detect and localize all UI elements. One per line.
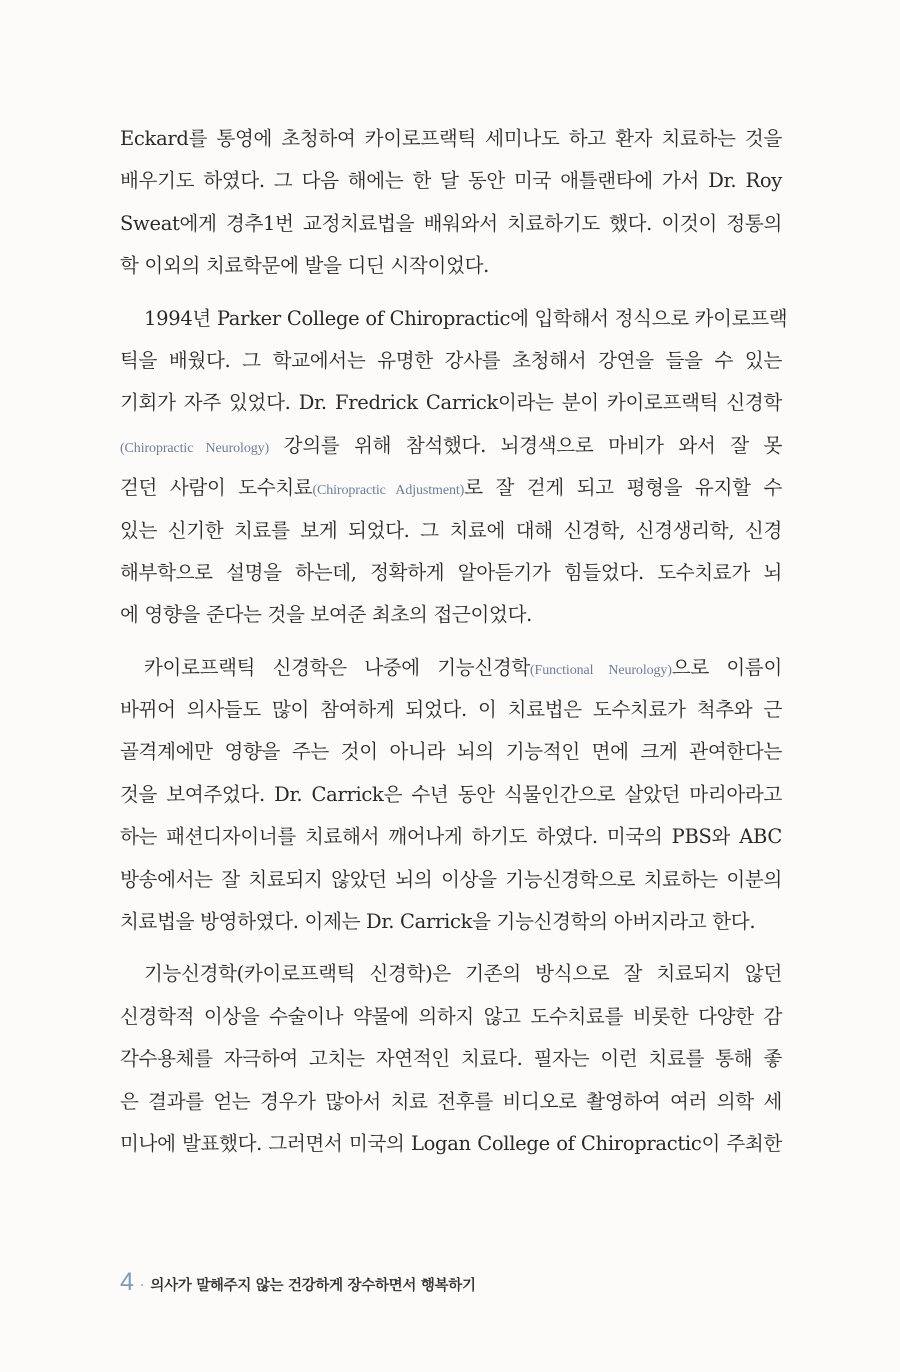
- text-segment: 기회가 자주 있었다. Dr. Fredrick Carrick이라는 분이 카이로프랙틱 신경학: [120, 391, 782, 415]
- text-line: [120, 731, 782, 773]
- paragraph: [120, 647, 782, 944]
- footer-separator: ·: [139, 1278, 145, 1294]
- text-segment: 틱을 배웠다. 그 학교에서는 유명한 강사를 초청해서 강연을 들을 수 있는: [120, 348, 782, 372]
- text-segment: 배우기도 하였다. 그 다음 해에는 한 달 동안 미국 애틀랜타에 가서 Dr. Roy: [120, 169, 782, 193]
- text-line: [120, 1038, 782, 1080]
- english-term: (Chiropractic Neurology): [120, 440, 270, 456]
- text-segment: 기능신경학(카이로프랙틱 신경학)은 기존의 방식으로 잘 치료되지 않던: [144, 962, 782, 986]
- text-line: [120, 816, 782, 858]
- running-footer: [120, 1268, 476, 1297]
- text-segment: 신경학적 이상을 수술이나 약물에 의하지 않고 도수치료를 비롯한 다양한 감: [120, 1004, 782, 1028]
- text-segment: 있는 신기한 치료를 보게 되었다. 그 치료에 대해 신경학, 신경생리학, 신경: [120, 518, 782, 542]
- book-title: 의사가 말해주지 않는 건강하게 장수하면서 행복하기: [150, 1278, 476, 1294]
- text-line: [120, 1123, 782, 1165]
- text-segment: Sweat에게 경추1번 교정치료법을 배워와서 치료하기도 했다. 이것이 정통의: [120, 211, 782, 235]
- text-line: [120, 245, 782, 287]
- text-line: [120, 647, 782, 689]
- text-segment: 바뀌어 의사들도 많이 참여하게 되었다. 이 치료법은 도수치료가 척추와 근: [120, 698, 782, 722]
- paragraph-gap: [120, 637, 782, 647]
- text-segment: 1994년 Parker College of Chiropractic에 입학해서 정식으로 카이로프랙: [144, 306, 788, 330]
- text-line: [120, 901, 782, 943]
- text-segment: 것을 보여주었다. Dr. Carrick은 수년 동안 식물인간으로 살았던 마리아라고: [120, 782, 782, 806]
- text-segment: 학 이외의 치료학문에 발을 디딘 시작이었다.: [120, 254, 490, 278]
- text-segment: 미나에 발표했다. 그러면서 미국의 Logan College of Chiropractic이 주최한: [120, 1131, 782, 1155]
- paragraph: [120, 298, 788, 637]
- english-term: (Chiropractic Adjustment): [312, 483, 465, 499]
- text-line: [120, 118, 782, 160]
- text-segment: 은 결과를 얻는 경우가 많아서 치료 전후를 비디오로 촬영하여 여러 의학 세: [120, 1089, 782, 1113]
- paragraph-gap: [120, 288, 782, 298]
- english-term: (Functional Neurology): [529, 662, 672, 678]
- text-line: [120, 510, 782, 552]
- paragraph-gap: [120, 943, 782, 953]
- text-line: [120, 340, 782, 382]
- text-line: [120, 774, 782, 816]
- text-segment: 로 잘 걷게 되고 평형을 유지할 수: [464, 476, 782, 500]
- text-segment: 에 영향을 준다는 것을 보여준 최초의 접근이었다.: [120, 603, 533, 627]
- text-segment: 카이로프랙틱 신경학은 나중에 기능신경학: [144, 655, 530, 679]
- text-segment: 각수용체를 자극하여 고치는 자연적인 치료다. 필자는 이런 치료를 통해 좋: [120, 1047, 782, 1071]
- text-segment: 강의를 위해 참석했다. 뇌경색으로 마비가 와서 잘 못: [269, 433, 782, 457]
- text-line: [120, 689, 782, 731]
- paragraph: [120, 118, 782, 288]
- text-segment: 으로 이름이: [671, 655, 782, 679]
- text-segment: 해부학으로 설명을 하는데, 정확하게 알아듣기가 힘들었다. 도수치료가 뇌: [120, 560, 782, 584]
- text-segment: 치료법을 방영하였다. 이제는 Dr. Carrick을 기능신경학의 아버지라고 한다.: [120, 910, 756, 934]
- text-segment: 방송에서는 잘 치료되지 않았던 뇌의 이상을 기능신경학으로 치료하는 이분의: [120, 867, 782, 891]
- text-segment: Eckard를 통영에 초청하여 카이로프랙틱 세미나도 하고 환자 치료하는 것을: [120, 127, 782, 150]
- text-segment: 골격계에만 영향을 주는 것이 아니라 뇌의 기능적인 면에 크게 관여한다는: [120, 740, 782, 764]
- text-line: [120, 203, 782, 245]
- text-segment: 걷던 사람이 도수치료: [120, 476, 313, 500]
- text-line: [120, 594, 782, 636]
- text-line: [120, 996, 782, 1038]
- text-line: [120, 552, 782, 594]
- paragraph: [120, 953, 782, 1165]
- page-number: 4: [120, 1268, 134, 1296]
- text-line: [120, 298, 788, 340]
- text-line: [120, 382, 782, 424]
- text-line: [120, 859, 782, 901]
- text-line: [120, 425, 782, 467]
- text-line: [120, 467, 782, 509]
- text-line: [120, 160, 782, 202]
- text-segment: 하는 패션디자이너를 치료해서 깨어나게 하기도 하였다. 미국의 PBS와 ABC: [120, 825, 782, 849]
- page-body: [120, 118, 788, 1165]
- text-line: [120, 953, 782, 995]
- text-line: [120, 1081, 782, 1123]
